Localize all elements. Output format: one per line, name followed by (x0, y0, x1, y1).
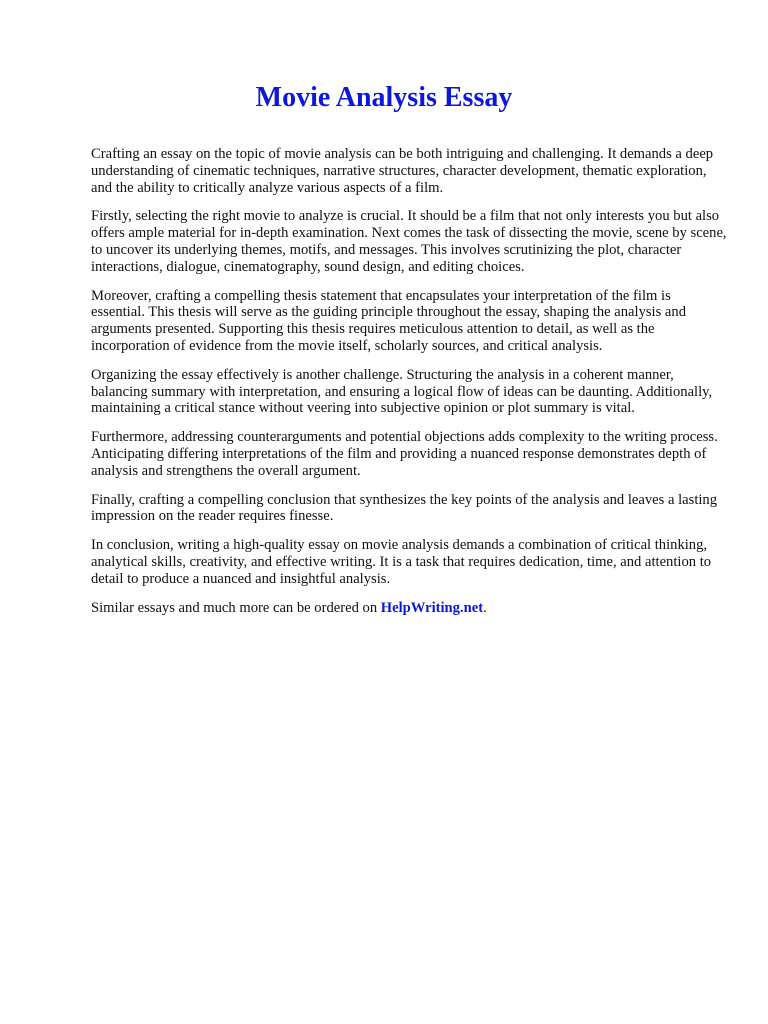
paragraph-4: Organizing the essay effectively is another challenge. Structuring the analysis in a coherent manner, balancing summary with interpretation, and ensuring a logical flow of ideas can be daunting. Additionally, maintaining a critical stance without veering into subjective opinion or plot summary is vital. (91, 366, 713, 417)
paragraph-5: Furthermore, addressing counterarguments and potential objections adds complexity to the writing process. Anticipating differing interpretations of the film and providing a nuanced response demonstrates depth of analysis and strengthens the overall argument. (91, 429, 718, 479)
paragraph-2: Firstly, selecting the right movie to analyze is crucial. It should be a film that not only interests you but also offers ample material for in-depth examination. Next comes the task of dissecting the movie, scene by scene, to uncover its underlying themes, motifs, and messages. This involves scrutinizing the plot, character interactions, dialogue, cinematography, sound design, and editing choices. (91, 208, 727, 275)
closing-suffix: . (483, 599, 487, 616)
closing-prefix: Similar essays and much more can be ordered on (91, 599, 381, 616)
closing-line (91, 600, 727, 617)
paragraph-7: In conclusion, writing a high-quality essay on movie analysis demands a combination of critical thinking, analytical skills, creativity, and effective writing. It is a task that requires dedication, time, and attention to detail to produce a nuanced and insightful analysis. (91, 537, 712, 587)
essay-body (91, 146, 727, 628)
paragraph-3: Moreover, crafting a compelling thesis statement that encapsulates your interpretation of the film is essential. This thesis will serve as the guiding principle throughout the essay, shaping the analysis and arguments presented. Supporting this thesis requires meticulous attention to detail, as well as the incorporation of evidence from the movie itself, scholarly sources, and critical analysis. (91, 287, 686, 354)
paragraph-1: Crafting an essay on the topic of movie analysis can be both intriguing and challenging. It demands a deep understanding of cinematic techniques, narrative structures, character development, thematic exploration, and the ability to critically analyze various aspects of a film. (91, 146, 714, 196)
helpwriting-link[interactable]: HelpWriting.net (380, 599, 484, 616)
paragraph-6: Finally, crafting a compelling conclusion that synthesizes the key points of the analysis and leaves a lasting impression on the reader requires finesse. (91, 491, 718, 525)
page-title: Movie Analysis Essay (255, 82, 513, 113)
